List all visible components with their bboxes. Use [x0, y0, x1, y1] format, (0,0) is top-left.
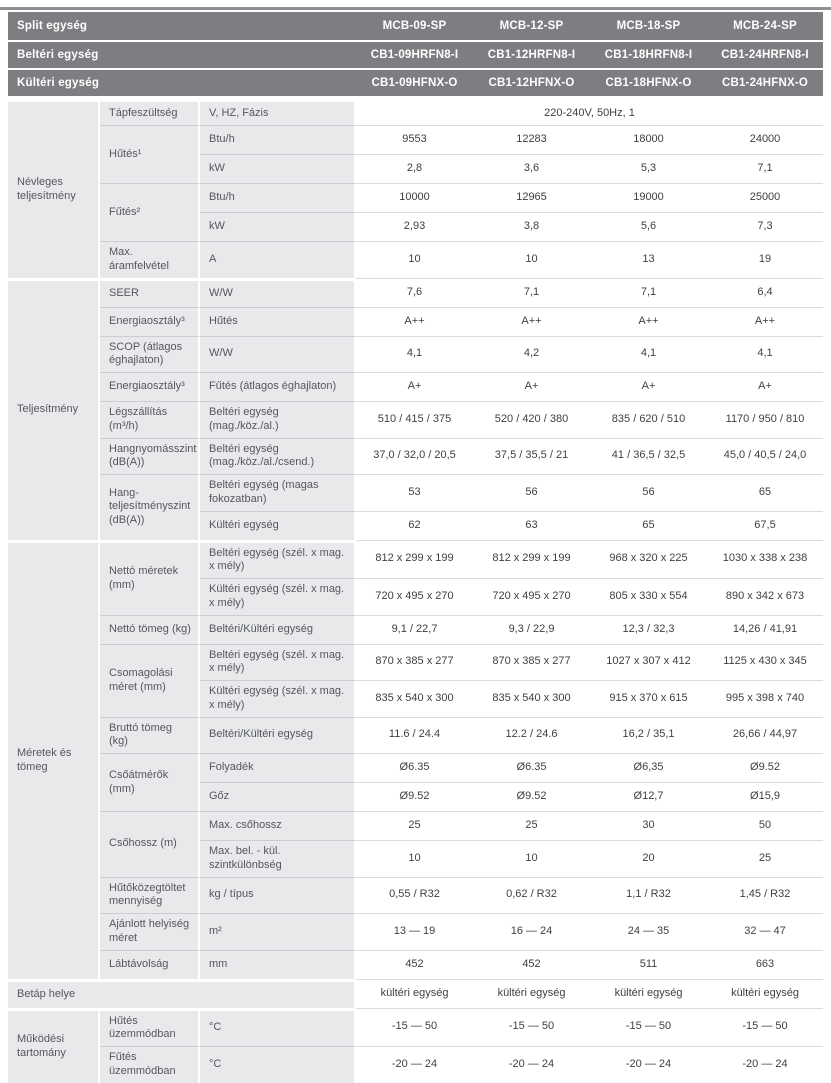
value-cell: 720 x 495 x 270: [473, 578, 590, 615]
header-row-indoor: [8, 40, 823, 68]
table-row: [8, 96, 823, 125]
value-cell: 5,6: [590, 212, 707, 241]
param-label: Lábtávolság: [100, 950, 200, 979]
sub-label: Hűtés: [200, 307, 356, 336]
value-cell: 67,5: [707, 511, 823, 540]
value-cell: 50: [707, 811, 823, 840]
value-cell: 10000: [356, 183, 473, 212]
value-cell: 12965: [473, 183, 590, 212]
value-cell: 65: [590, 511, 707, 540]
value-cell: A++: [707, 307, 823, 336]
value-cell: 18000: [590, 125, 707, 154]
sub-label: m²: [200, 913, 356, 950]
value-cell: 16,2 / 35,1: [590, 717, 707, 754]
table-row: [8, 307, 823, 336]
value-cell: 9553: [356, 125, 473, 154]
value-cell: Ø6.35: [356, 753, 473, 782]
value-cell: -20 — 24: [707, 1046, 823, 1083]
param-label: SEER: [100, 278, 200, 307]
value-cell: -20 — 24: [356, 1046, 473, 1083]
value-cell: 220-240V, 50Hz, 1: [356, 96, 823, 125]
sub-label: Beltéri egység (mag./köz./al./csend.): [200, 438, 356, 475]
sub-label: °C: [200, 1046, 356, 1083]
table-row: [8, 877, 823, 914]
value-cell: 63: [473, 511, 590, 540]
value-cell: -15 — 50: [590, 1008, 707, 1047]
value-cell: 10: [473, 840, 590, 877]
value-cell: 1170 / 950 / 810: [707, 401, 823, 438]
param-label: Nettó tömeg (kg): [100, 615, 200, 644]
value-cell: 720 x 495 x 270: [356, 578, 473, 615]
model-cell: MCB-12-SP: [473, 12, 590, 40]
value-cell: 41 / 36,5 / 32,5: [590, 438, 707, 475]
value-cell: 13: [590, 241, 707, 278]
value-cell: 805 x 330 x 554: [590, 578, 707, 615]
param-label: Ajánlott helyiség méret: [100, 913, 200, 950]
table-row: [8, 336, 823, 373]
value-cell: 10: [356, 241, 473, 278]
value-cell: Ø12,7: [590, 782, 707, 811]
value-cell: 4,1: [356, 336, 473, 373]
value-cell: 511: [590, 950, 707, 979]
value-cell: -15 — 50: [473, 1008, 590, 1047]
value-cell: 65: [707, 474, 823, 511]
value-cell: 56: [473, 474, 590, 511]
value-cell: 12.2 / 24.6: [473, 717, 590, 754]
value-cell: 25: [707, 840, 823, 877]
value-cell: kültéri egység: [707, 979, 823, 1008]
table-row: [8, 1008, 823, 1047]
sub-label: A: [200, 241, 356, 278]
value-cell: kültéri egység: [473, 979, 590, 1008]
table-row: [8, 278, 823, 307]
value-cell: 37,0 / 32,0 / 20,5: [356, 438, 473, 475]
sub-label: Max. csőhossz: [200, 811, 356, 840]
model-cell: MCB-09-SP: [356, 12, 473, 40]
value-cell: 16 — 24: [473, 913, 590, 950]
param-label: Bruttó tömeg (kg): [100, 717, 200, 754]
sub-label: Beltéri egység (mag./köz./al.): [200, 401, 356, 438]
param-label: Energiaosztály³: [100, 307, 200, 336]
model-cell: CB1-12HFNX-O: [473, 68, 590, 96]
value-cell: 24 — 35: [590, 913, 707, 950]
value-cell: -20 — 24: [590, 1046, 707, 1083]
value-cell: 0,62 / R32: [473, 877, 590, 914]
table-row: [8, 241, 823, 278]
section-label: Méretek és tömeg: [8, 540, 100, 979]
value-cell: 26,66 / 44,97: [707, 717, 823, 754]
value-cell: 7,1: [590, 278, 707, 307]
header-outdoor-label: Kültéri egység: [8, 68, 200, 96]
sub-label: Beltéri egység (szél. x mag. x mély): [200, 644, 356, 681]
header-row-outdoor: [8, 68, 823, 96]
sub-label: Btu/h: [200, 125, 356, 154]
value-cell: 835 / 620 / 510: [590, 401, 707, 438]
value-cell: 12283: [473, 125, 590, 154]
sub-label: mm: [200, 950, 356, 979]
model-cell: CB1-18HFNX-O: [590, 68, 707, 96]
value-cell: Ø9.52: [356, 782, 473, 811]
value-cell: 7,1: [473, 278, 590, 307]
value-cell: 56: [590, 474, 707, 511]
value-cell: 870 x 385 x 277: [356, 644, 473, 681]
value-cell: 19: [707, 241, 823, 278]
param-label: Csőhossz (m): [100, 811, 200, 877]
table-row: [8, 644, 823, 681]
param-label: Csomagolási méret (mm): [100, 644, 200, 717]
param-label: Légszállítás (m³/h): [100, 401, 200, 438]
value-cell: 20: [590, 840, 707, 877]
sub-label: Folyadék: [200, 753, 356, 782]
header-row-split: [8, 12, 823, 40]
value-cell: 968 x 320 x 225: [590, 540, 707, 579]
value-cell: 3,8: [473, 212, 590, 241]
value-cell: 10: [473, 241, 590, 278]
value-cell: 1,1 / R32: [590, 877, 707, 914]
section-label: Betáp helye: [8, 979, 356, 1008]
value-cell: A++: [590, 307, 707, 336]
value-cell: kültéri egység: [356, 979, 473, 1008]
table-row: [8, 753, 823, 782]
param-label: Hang-teljesítményszint (dB(A)): [100, 474, 200, 540]
model-cell: CB1-12HRFN8-I: [473, 40, 590, 68]
value-cell: 12,3 / 32,3: [590, 615, 707, 644]
value-cell: 25: [356, 811, 473, 840]
sub-label: Kültéri egység (szél. x mag. x mély): [200, 680, 356, 717]
sub-label: Max. bel. - kül. szintkülönbség: [200, 840, 356, 877]
value-cell: -20 — 24: [473, 1046, 590, 1083]
value-cell: 14,26 / 41,91: [707, 615, 823, 644]
table-row: [8, 125, 823, 154]
value-cell: 53: [356, 474, 473, 511]
sub-label: W/W: [200, 336, 356, 373]
value-cell: 13 — 19: [356, 913, 473, 950]
table-row: [8, 913, 823, 950]
value-cell: 25: [473, 811, 590, 840]
table-row: [8, 401, 823, 438]
sub-label: kW: [200, 154, 356, 183]
sub-label: W/W: [200, 278, 356, 307]
value-cell: 1125 x 430 x 345: [707, 644, 823, 681]
table-row: [8, 615, 823, 644]
value-cell: 835 x 540 x 300: [356, 680, 473, 717]
model-cell: MCB-24-SP: [707, 12, 823, 40]
sub-label: Btu/h: [200, 183, 356, 212]
value-cell: 3,6: [473, 154, 590, 183]
param-label: Hűtőközegtöltet mennyiség: [100, 877, 200, 914]
value-cell: A+: [473, 372, 590, 401]
value-cell: 4,1: [590, 336, 707, 373]
value-cell: 520 / 420 / 380: [473, 401, 590, 438]
value-cell: 11.6 / 24.4: [356, 717, 473, 754]
value-cell: 25000: [707, 183, 823, 212]
sub-label: V, HZ, Fázis: [200, 96, 356, 125]
value-cell: 4,1: [707, 336, 823, 373]
value-cell: Ø15,9: [707, 782, 823, 811]
header-empty-cell: [200, 12, 356, 40]
param-label: Max. áramfelvétel: [100, 241, 200, 278]
value-cell: A++: [356, 307, 473, 336]
value-cell: 4,2: [473, 336, 590, 373]
model-cell: CB1-24HRFN8-I: [707, 40, 823, 68]
value-cell: 1,45 / R32: [707, 877, 823, 914]
value-cell: 6,4: [707, 278, 823, 307]
sub-label: Beltéri egység (szél. x mag. x mély): [200, 540, 356, 579]
value-cell: 812 x 299 x 199: [473, 540, 590, 579]
value-cell: -15 — 50: [356, 1008, 473, 1047]
value-cell: 32 — 47: [707, 913, 823, 950]
value-cell: 5,3: [590, 154, 707, 183]
value-cell: 7,1: [707, 154, 823, 183]
value-cell: -15 — 50: [707, 1008, 823, 1047]
section-label: Teljesítmény: [8, 278, 100, 540]
table-row: [8, 950, 823, 979]
value-cell: 812 x 299 x 199: [356, 540, 473, 579]
value-cell: A++: [473, 307, 590, 336]
header-split-label: Split egység: [8, 12, 200, 40]
value-cell: 45,0 / 40,5 / 24,0: [707, 438, 823, 475]
value-cell: 10: [356, 840, 473, 877]
value-cell: 7,6: [356, 278, 473, 307]
header-indoor-label: Beltéri egység: [8, 40, 200, 68]
sub-label: Gőz: [200, 782, 356, 811]
value-cell: A+: [356, 372, 473, 401]
spec-sheet: [0, 7, 831, 1083]
section-label: Névleges teljesítmény: [8, 96, 100, 278]
sub-label: Beltéri egység (magas fokozatban): [200, 474, 356, 511]
value-cell: 30: [590, 811, 707, 840]
param-label: Tápfeszültség: [100, 96, 200, 125]
param-label: Nettó méretek (mm): [100, 540, 200, 615]
table-row: [8, 1046, 823, 1083]
value-cell: 663: [707, 950, 823, 979]
sub-label: Beltéri/Kültéri egység: [200, 615, 356, 644]
value-cell: A+: [707, 372, 823, 401]
value-cell: 890 x 342 x 673: [707, 578, 823, 615]
value-cell: 510 / 415 / 375: [356, 401, 473, 438]
table-row: [8, 540, 823, 579]
table-row: [8, 438, 823, 475]
value-cell: Ø9.52: [707, 753, 823, 782]
param-label: Energiaosztály³: [100, 372, 200, 401]
sub-label: Kültéri egység: [200, 511, 356, 540]
table-row: [8, 979, 823, 1008]
value-cell: 0,55 / R32: [356, 877, 473, 914]
model-cell: CB1-18HRFN8-I: [590, 40, 707, 68]
table-row: [8, 811, 823, 840]
value-cell: 1030 x 338 x 238: [707, 540, 823, 579]
value-cell: Ø6.35: [473, 753, 590, 782]
value-cell: 835 x 540 x 300: [473, 680, 590, 717]
sub-label: °C: [200, 1008, 356, 1047]
model-cell: MCB-18-SP: [590, 12, 707, 40]
value-cell: 1027 x 307 x 412: [590, 644, 707, 681]
param-label: Hangnyomásszint (dB(A)): [100, 438, 200, 475]
section-label: Működési tartomány: [8, 1008, 100, 1083]
value-cell: 19000: [590, 183, 707, 212]
value-cell: 452: [473, 950, 590, 979]
param-label: Fűtés üzemmódban: [100, 1046, 200, 1083]
value-cell: 870 x 385 x 277: [473, 644, 590, 681]
header-empty-cell: [200, 40, 356, 68]
top-divider: [0, 7, 831, 10]
value-cell: 2,8: [356, 154, 473, 183]
sub-label: Fűtés (átlagos éghajlaton): [200, 372, 356, 401]
value-cell: 915 x 370 x 615: [590, 680, 707, 717]
param-label: Hűtés üzemmódban: [100, 1008, 200, 1047]
value-cell: A+: [590, 372, 707, 401]
value-cell: 9,1 / 22,7: [356, 615, 473, 644]
value-cell: 2,93: [356, 212, 473, 241]
value-cell: 62: [356, 511, 473, 540]
param-label: Hűtés¹: [100, 125, 200, 183]
value-cell: 7,3: [707, 212, 823, 241]
table-row: [8, 372, 823, 401]
value-cell: 24000: [707, 125, 823, 154]
table-row: [8, 183, 823, 212]
sub-label: kW: [200, 212, 356, 241]
table-row: [8, 474, 823, 511]
model-cell: CB1-09HFNX-O: [356, 68, 473, 96]
spec-table: [8, 12, 823, 1083]
value-cell: 9,3 / 22,9: [473, 615, 590, 644]
value-cell: kültéri egység: [590, 979, 707, 1008]
table-row: [8, 717, 823, 754]
sub-label: kg / típus: [200, 877, 356, 914]
model-cell: CB1-24HFNX-O: [707, 68, 823, 96]
value-cell: 452: [356, 950, 473, 979]
param-label: Fűtés²: [100, 183, 200, 241]
param-label: Csőátmérők (mm): [100, 753, 200, 811]
header-empty-cell: [200, 68, 356, 96]
sub-label: Kültéri egység (szél. x mag. x mély): [200, 578, 356, 615]
value-cell: Ø6,35: [590, 753, 707, 782]
value-cell: Ø9.52: [473, 782, 590, 811]
sub-label: Beltéri/Kültéri egység: [200, 717, 356, 754]
value-cell: 37,5 / 35,5 / 21: [473, 438, 590, 475]
value-cell: 995 x 398 x 740: [707, 680, 823, 717]
param-label: SCOP (átlagos éghajlaton): [100, 336, 200, 373]
model-cell: CB1-09HRFN8-I: [356, 40, 473, 68]
